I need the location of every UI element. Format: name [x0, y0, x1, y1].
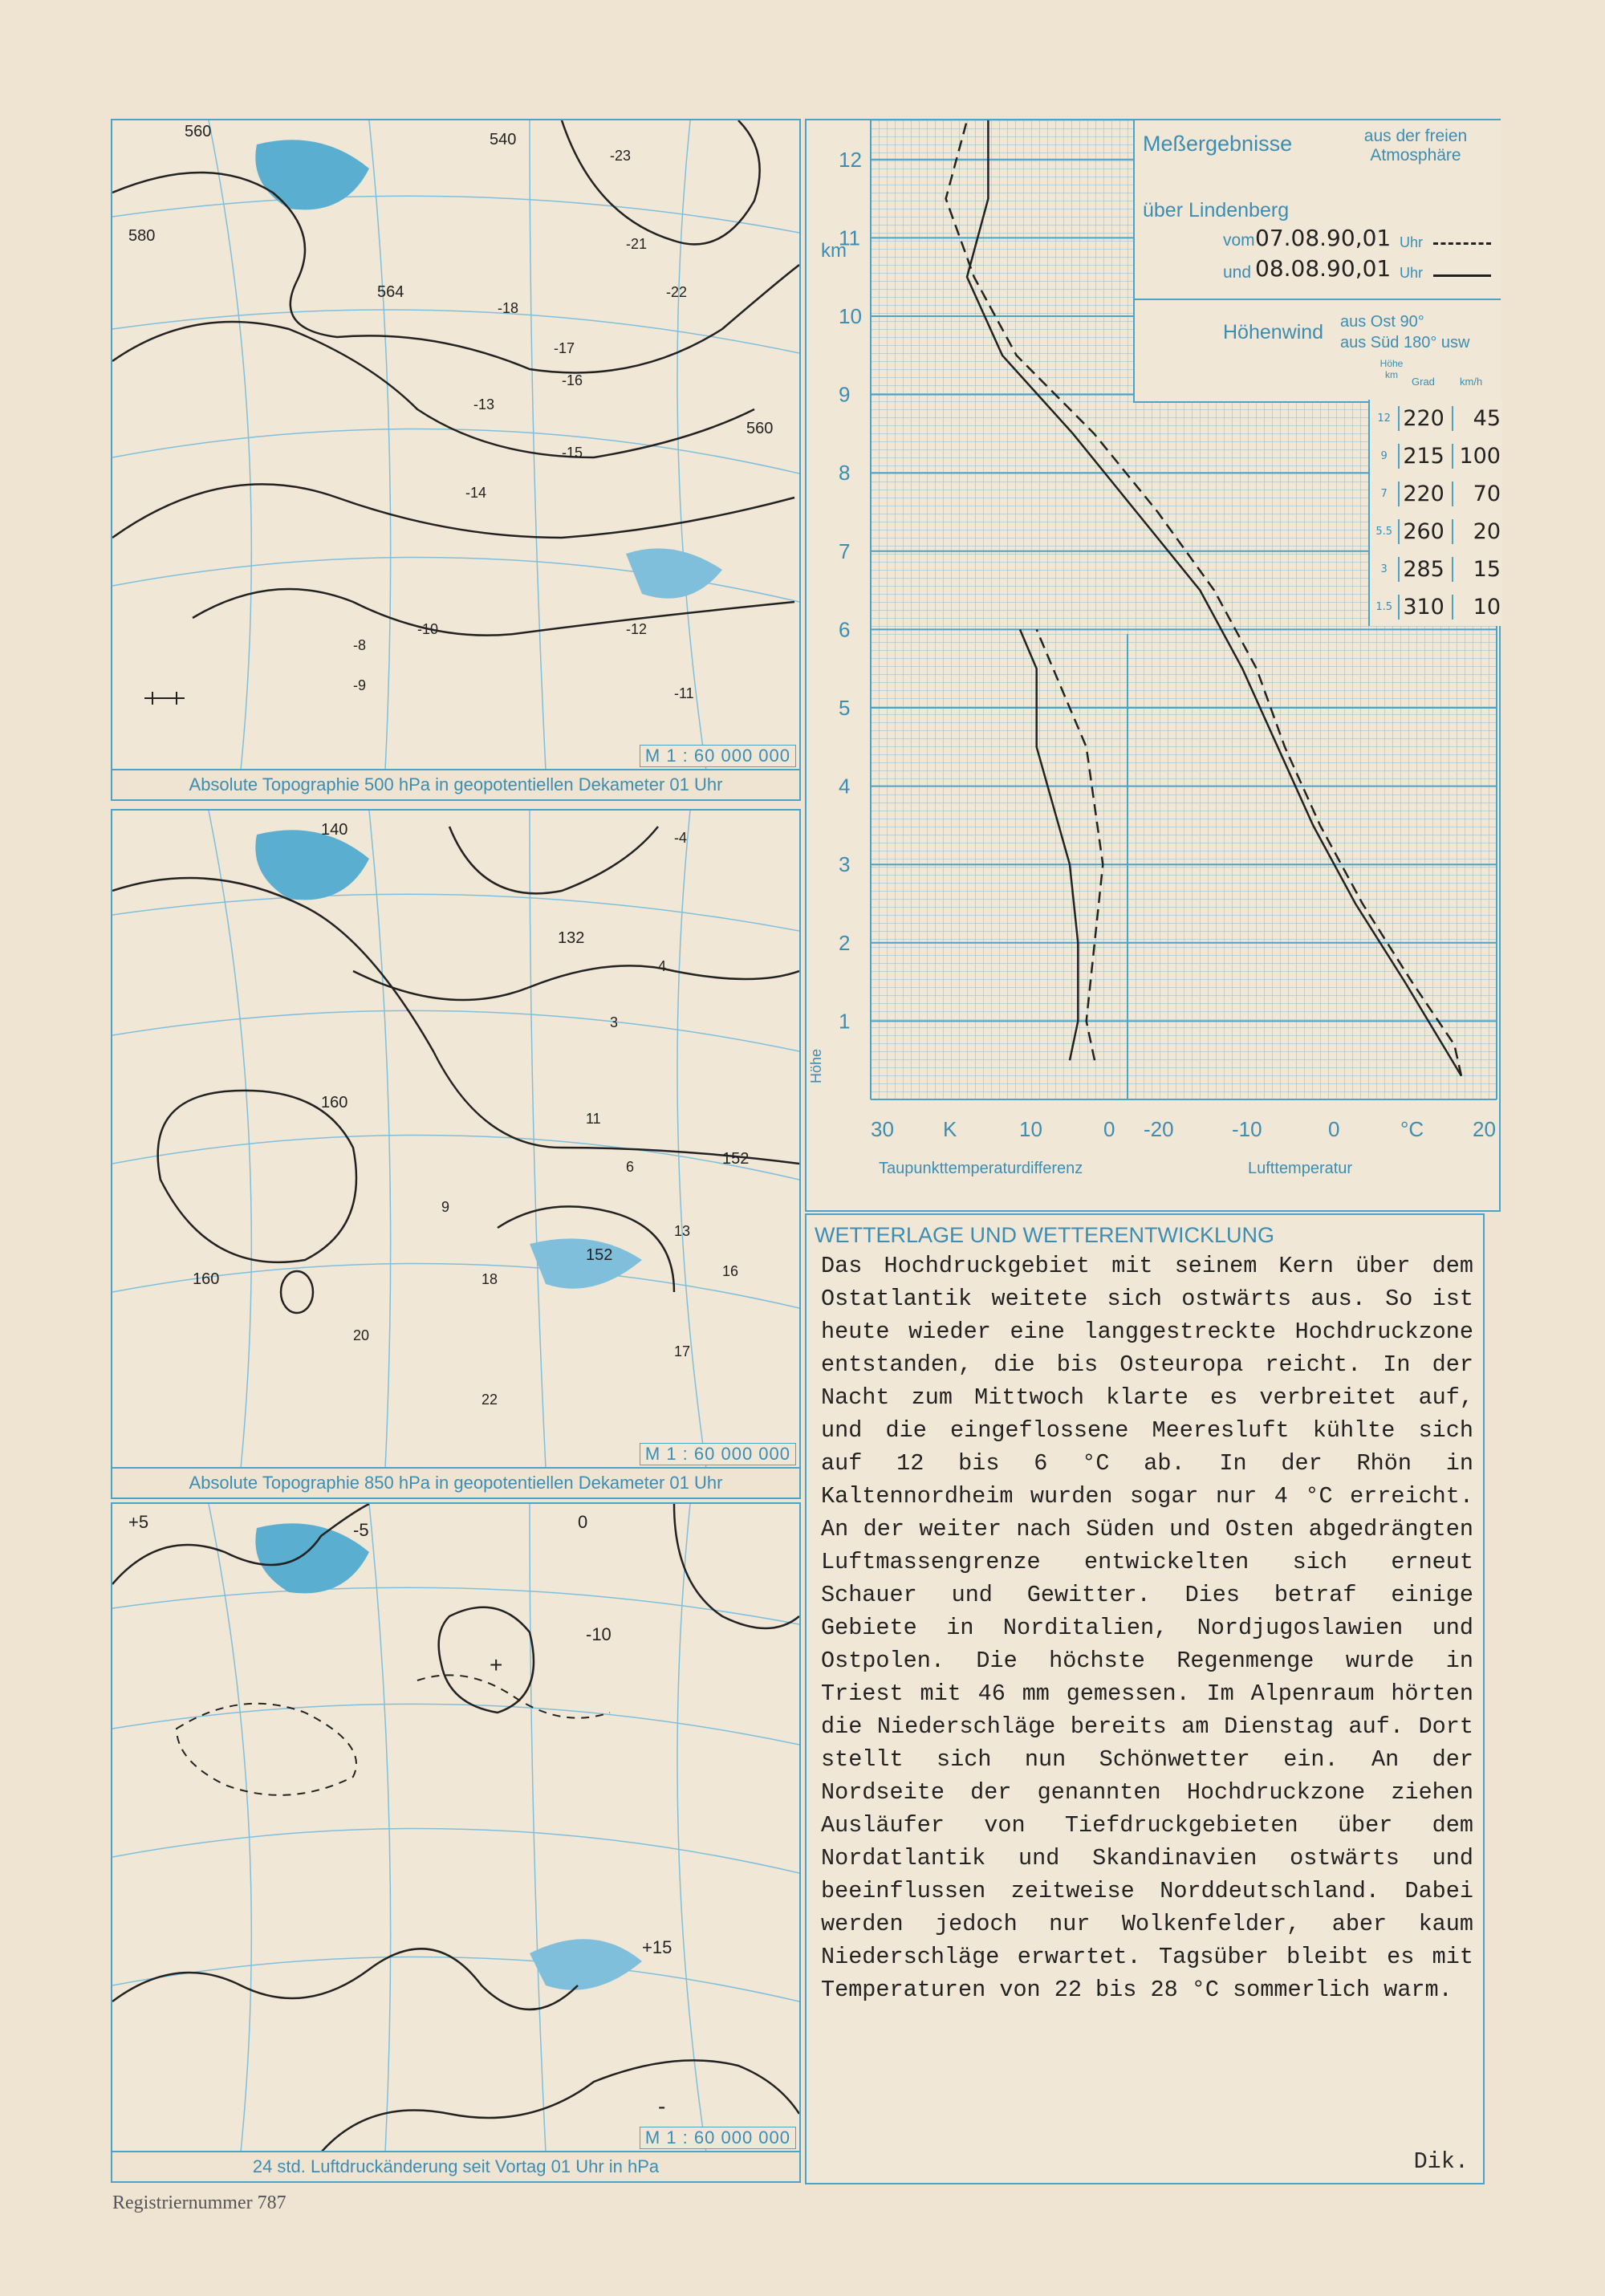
- map2-label-3: 160: [193, 1270, 220, 1288]
- map1-label-15: -12: [626, 621, 648, 637]
- weather-heading: WETTERLAGE UND WETTERENTWICKLUNG: [815, 1223, 1275, 1247]
- wind-row-direction: 260: [1398, 519, 1452, 544]
- dashed-line-legend: [1433, 242, 1491, 245]
- height-tick-label: 3: [839, 852, 851, 877]
- map1-label-10: -17: [554, 340, 575, 356]
- map3-label-2: -5: [353, 1520, 369, 1540]
- height-tick-label: 11: [839, 226, 860, 250]
- wind-table: [1368, 400, 1502, 626]
- map1-label-3: 580: [128, 227, 156, 245]
- map1-label-12: -15: [562, 445, 583, 461]
- wind-title: Höhenwind: [1223, 321, 1324, 343]
- map3-label-6: -: [658, 2094, 666, 2119]
- wind-note-2: aus Süd 180° usw: [1340, 334, 1470, 352]
- map-500hpa-drawing: [112, 120, 799, 770]
- map2-label-2: 160: [321, 1094, 348, 1111]
- map-pressure-change-drawing: [112, 1504, 799, 2152]
- registration-number: Registriernummer 787: [112, 2192, 286, 2213]
- x-left-tick-label: 0: [1103, 1117, 1115, 1141]
- map1-label-2: 540: [490, 131, 517, 148]
- height-axis-title: Höhe: [808, 1048, 824, 1083]
- map2-label-12: 11: [586, 1111, 601, 1127]
- map-850hpa: [111, 809, 801, 1499]
- map-850hpa-caption: Absolute Topographie 850 hPa in geopotentiellen Dekameter 01 Uhr: [112, 1467, 799, 1497]
- date-1: 07.08.90,01: [1255, 225, 1392, 251]
- map2-label-6: 152: [586, 1246, 613, 1264]
- map1-label-13: -14: [465, 485, 487, 501]
- height-tick-label: 1: [839, 1009, 851, 1034]
- km-label: km: [821, 240, 847, 262]
- map-pressure-change-caption: 24 std. Luftdruckänderung seit Vortag 01 Uhr in hPa: [112, 2151, 799, 2181]
- height-tick-label: 6: [839, 617, 851, 642]
- wind-row-speed: 20: [1452, 519, 1502, 544]
- col-kmh-header: km/h: [1460, 376, 1483, 388]
- map1-label-9: -18: [498, 300, 519, 316]
- map1-label-14: -13: [473, 396, 495, 412]
- sounding-subtitle: aus der freien Atmosphäre: [1363, 127, 1468, 165]
- map1-label-5: 560: [746, 420, 774, 437]
- map1-label-6: -23: [610, 148, 632, 164]
- map-500hpa: [111, 119, 801, 801]
- map3-label-5: +: [490, 1652, 503, 1677]
- height-tick-label: 12: [839, 147, 862, 172]
- wind-row-direction: 220: [1398, 406, 1452, 431]
- author-signature: Dik.: [1413, 2148, 1469, 2175]
- map2-label-9: 3: [610, 1014, 619, 1030]
- map2-label-11: 9: [441, 1199, 450, 1215]
- height-tick-label: 7: [839, 538, 851, 563]
- map1-label-1: 560: [185, 123, 212, 140]
- map1-label-17: -10: [417, 621, 439, 637]
- map1-label-4: 564: [377, 283, 404, 301]
- col-height-header: Höhe km: [1379, 358, 1404, 380]
- wind-row: [1370, 437, 1502, 475]
- map3-label-1: +5: [128, 1512, 149, 1532]
- wind-row-direction: 310: [1398, 595, 1452, 620]
- map1-label-11: -16: [562, 372, 583, 388]
- height-tick-label: 2: [839, 930, 851, 955]
- sounding-info-box: [1133, 120, 1501, 403]
- map1-label-8: -21: [626, 236, 648, 252]
- wind-row-height: 9: [1380, 450, 1388, 462]
- wind-row-height: 7: [1380, 488, 1388, 500]
- wind-row-direction: 285: [1398, 557, 1452, 582]
- map1-label-18: -9: [353, 677, 367, 693]
- map2-label-5: 152: [722, 1150, 750, 1168]
- und-label: und: [1223, 263, 1252, 282]
- uhr-label-2: Uhr: [1400, 265, 1424, 281]
- map2-label-18: 22: [482, 1392, 498, 1408]
- wind-row: [1370, 513, 1502, 551]
- sounding-title: Meßergebnisse: [1143, 132, 1293, 156]
- map2-label-4: 132: [558, 929, 585, 947]
- wind-row-speed: 45: [1452, 406, 1502, 431]
- map3-label-4: -10: [586, 1624, 612, 1644]
- wind-row-speed: 70: [1452, 482, 1502, 506]
- map-500hpa-caption: Absolute Topographie 500 hPa in geopotentiellen Dekameter 01 Uhr: [112, 769, 799, 799]
- x-right-tick-label: 0: [1328, 1117, 1340, 1141]
- height-tick-label: 4: [839, 774, 851, 799]
- x-right-title: Lufttemperatur: [1248, 1160, 1353, 1177]
- wind-row: [1370, 475, 1502, 513]
- height-tick-label: 9: [839, 382, 851, 407]
- col-grad-header: Grad: [1412, 376, 1435, 388]
- wind-row-height: 1.5: [1375, 601, 1392, 613]
- map2-label-10: 6: [626, 1159, 635, 1175]
- wind-row: [1370, 400, 1502, 437]
- wind-row-speed: 15: [1452, 557, 1502, 582]
- wind-row-height: 5.5: [1375, 526, 1392, 538]
- x-right-tick-label: -20: [1144, 1117, 1174, 1141]
- x-right-tick-label: -10: [1232, 1117, 1262, 1141]
- x-left-tick-label: K: [943, 1117, 957, 1141]
- height-tick-label: 10: [839, 304, 862, 328]
- uhr-label-1: Uhr: [1400, 234, 1424, 250]
- sounding-panel: [805, 119, 1501, 1212]
- map-pressure-change: [111, 1502, 801, 2183]
- map3-label-3: 0: [578, 1512, 588, 1532]
- map-500hpa-scale: M 1 : 60 000 000: [640, 745, 796, 767]
- map2-label-14: 16: [722, 1263, 739, 1279]
- map-850hpa-drawing: [112, 811, 799, 1469]
- weather-text-panel: [805, 1213, 1485, 2184]
- map2-label-1: 140: [321, 821, 348, 839]
- x-right-tick-label: °C: [1400, 1117, 1424, 1141]
- map-850hpa-scale: M 1 : 60 000 000: [640, 1443, 796, 1465]
- map-pressure-change-scale: M 1 : 60 000 000: [640, 2127, 796, 2149]
- weather-body: Das Hochdruckgebiet mit seinem Kern über dem Ostatlantik weitete sich ostwärts aus. So ist heute wieder eine langgestreckte Hochdruckzone entstanden, die bis Osteuropa reicht. In der Nacht zum Mittwoch klarte es verbreitet auf, und die eingeflossene Meeresluft kühlte sich auf 12 bis 6 °C ab. In der Rhön in Kaltennordheim wurden sogar nur 4 °C erreicht. An der weiter nach Süden und Osten abgedrängten Luftmassengrenze entwickelten sich erneut Schauer und Gewitter. Dies betraf einige Gebiete in Norditalien, Nordjugoslawien und Ostpolen. Die höchste Regenmenge wurde in Triest mit 46 mm gemessen. Im Alpenraum hörten die Niederschläge bereits am Dienstag auf. Dort stellt sich nun Schönwetter ein. An der Nordseite der genannten Hochdruckzone ziehen Ausläufer von Tiefdruckgebieten über dem Nordatlantik und Skandinavien ostwärts und beeinflussen zeitweise Norddeutschland. Dabei werden jedoch nur Wolkenfelder, aber kaum Niederschläge erwartet. Tagsüber bleibt es mit Temperaturen von 22 bis 28 °C sommerlich warm.: [821, 1253, 1473, 2003]
- x-left-tick-label: 10: [1019, 1117, 1042, 1141]
- map2-label-15: 17: [674, 1343, 691, 1359]
- x-right-tick-label: 20: [1473, 1117, 1496, 1141]
- x-left-tick-label: 30: [871, 1117, 894, 1141]
- solid-line-legend: [1433, 274, 1491, 277]
- map2-label-17: 20: [353, 1327, 370, 1343]
- map2-label-7: -4: [674, 830, 688, 846]
- map2-label-16: 18: [482, 1271, 498, 1287]
- map2-label-13: 13: [674, 1223, 691, 1239]
- wind-row-height: 12: [1377, 412, 1391, 425]
- wind-row: [1370, 551, 1502, 588]
- height-tick-label: 8: [839, 461, 851, 486]
- vom-label: vom: [1223, 231, 1255, 250]
- sounding-location: über Lindenberg: [1143, 199, 1290, 221]
- wind-row-height: 3: [1380, 563, 1388, 575]
- wind-row-direction: 215: [1398, 444, 1452, 469]
- map1-label-16: -11: [674, 685, 694, 701]
- wind-row-speed: 100: [1452, 444, 1502, 469]
- wind-note-1: aus Ost 90°: [1340, 313, 1424, 331]
- map1-label-7: -22: [666, 284, 688, 300]
- map1-label-19: -8: [353, 637, 367, 653]
- map2-label-8: 4: [658, 958, 667, 974]
- x-left-title: Taupunkttemperaturdifferenz: [879, 1160, 1083, 1177]
- wind-row: [1370, 588, 1502, 626]
- wind-row-speed: 10: [1452, 595, 1502, 620]
- date-2: 08.08.90,01: [1255, 255, 1392, 282]
- map3-label-7: +15: [642, 1937, 672, 1957]
- height-tick-label: 5: [839, 696, 851, 720]
- wind-row-direction: 220: [1398, 482, 1452, 506]
